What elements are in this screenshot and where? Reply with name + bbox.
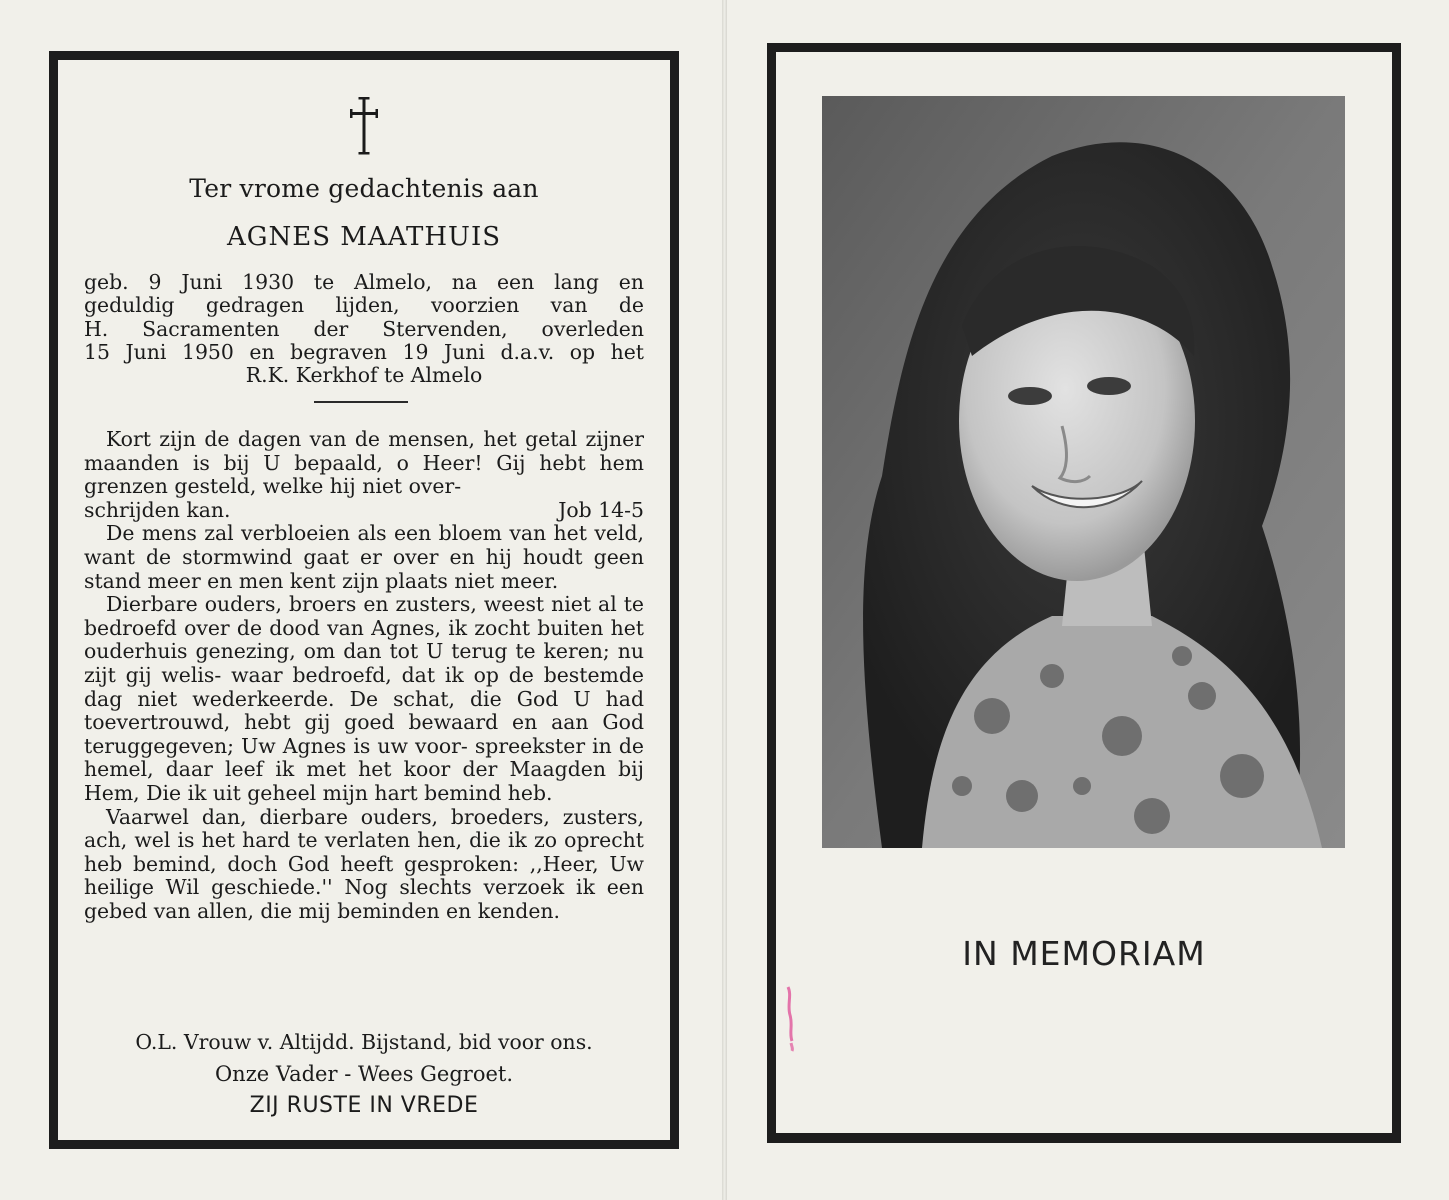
bio-line: 15 Juni 1950 en begraven 19 Juni d.a.v. op het	[84, 339, 644, 364]
memorial-text	[84, 428, 644, 923]
right-card	[727, 0, 1449, 1200]
cross-icon	[348, 96, 380, 158]
verse-reference: Job 14-5	[558, 497, 644, 522]
verse-end: schrijden kan.	[84, 497, 231, 522]
left-card	[0, 0, 722, 1200]
in-memoriam-heading: IN MEMORIAM	[962, 934, 1206, 973]
biography	[84, 271, 644, 387]
farewell-paragraph: Dierbare ouders, broers en zusters, weest niet al te bedroefd over de dood van Agnes, ik zocht buiten het ouderhuis genezing, om dan tot U terug te keren; nu zijt gij welis- waar bedroefd, dat ik op de bestemde dag niet wederkeerde. De schat, die God U had toevertrouwd, hebt gij goed bewaard en aan God teruggegeven; Uw Agnes is uw voor- spreekster in de hemel, daar leef ik met het koor der Maagden bij Hem, Die ik uit geheel mijn hart bemind heb.	[84, 592, 644, 805]
farewell-paragraph: Vaarwel dan, dierbare ouders, broeders, zusters, ach, wel is het hard te verlaten hen, die ik zo oprecht heb bemind, doch God heeft gesproken: ,,Heer, Uw heilige Wil geschiede.'' Nog slechts verzoek ik een gebed van allen, die mij beminden en kenden.	[84, 804, 644, 923]
rest-in-peace: ZIJ RUSTE IN VREDE	[249, 1093, 479, 1118]
divider	[314, 401, 408, 403]
verse-paragraph: De mens zal verbloeien als een bloem van het veld, want de stormwind gaat er over en hij houdt geen stand meer en men kent zijn plaats niet meer.	[84, 521, 644, 593]
deceased-name: AGNES MAATHUIS	[226, 222, 502, 252]
bio-line: H. Sacramenten der Stervenden, overleden	[84, 316, 644, 341]
closing-prayers: Onze Vader - Wees Gegroet.	[214, 1062, 514, 1086]
pink-ink-mark	[784, 985, 798, 1053]
left-mourning-border	[49, 51, 679, 1149]
verse-paragraph: Kort zijn de dagen van de mensen, het getal zijner maanden is bij U bepaald, o Heer! Gij hebt hem grenzen gesteld, welke hij niet over-	[84, 427, 644, 499]
portrait-image	[822, 96, 1345, 848]
bio-line: R.K. Kerkhof te Almelo	[245, 363, 483, 388]
closing-prayer: O.L. Vrouw v. Altijdd. Bijstand, bid voor ons.	[135, 1030, 593, 1054]
bio-line: geb. 9 Juni 1930 te Almelo, na een lang en	[84, 270, 644, 294]
verse-citation-line	[84, 499, 644, 523]
portrait-photo	[822, 96, 1345, 848]
bio-line: geduldig gedragen lijden, voorzien van de	[84, 293, 644, 318]
card-title: Ter vrome gedachtenis aan	[189, 174, 539, 203]
